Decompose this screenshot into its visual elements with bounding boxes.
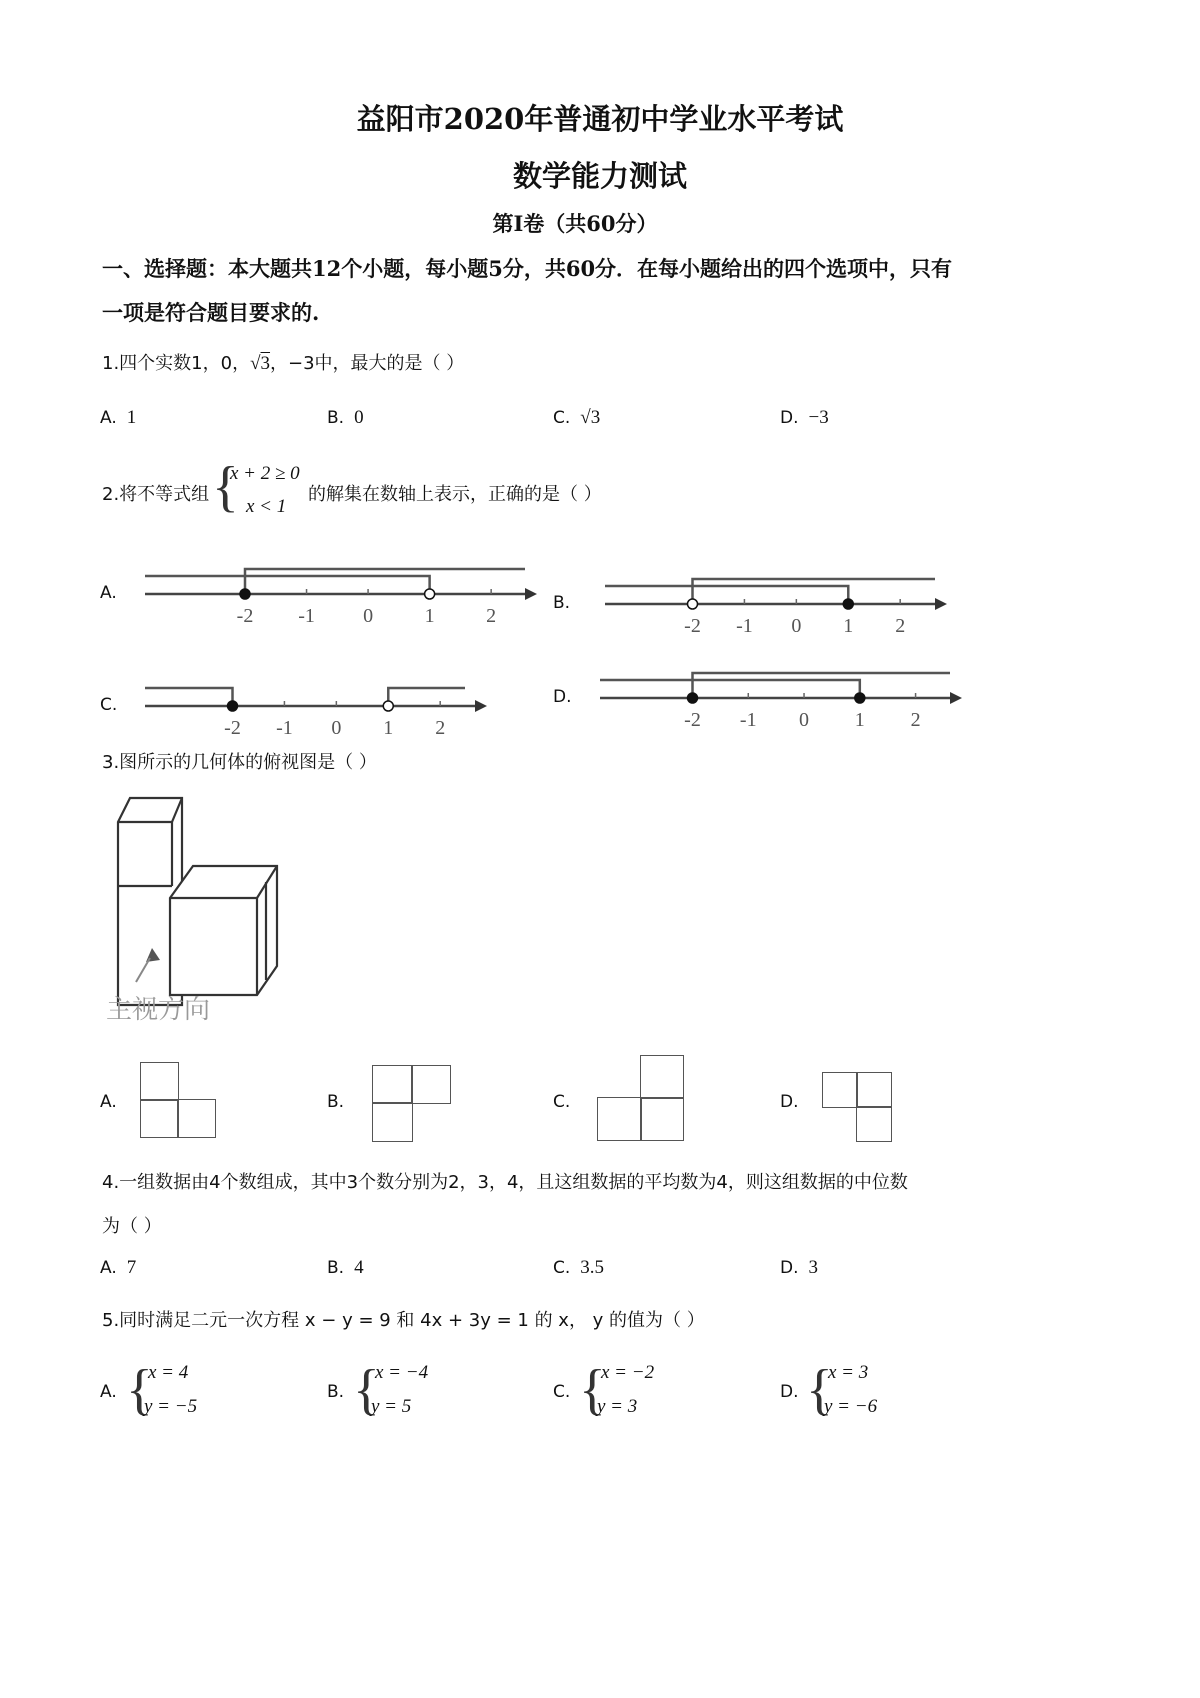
tick-label: 1 [424, 605, 435, 627]
option-value: 3.5 [580, 1257, 605, 1278]
number-line-c [145, 672, 495, 742]
q5-option-b-label[interactable]: B. [327, 1382, 345, 1402]
tick-label: -2 [236, 605, 254, 627]
solution-ray-right [245, 569, 525, 594]
tick-label: 0 [791, 615, 802, 637]
system-brace: { [212, 456, 239, 518]
top-view-d-square [856, 1072, 892, 1108]
tick-label: 1 [843, 615, 854, 637]
solution-ray-right [693, 673, 951, 698]
solution-ray-left [600, 680, 860, 698]
x-value: x = 3 [828, 1362, 869, 1383]
open-point [383, 701, 393, 711]
q2-option-c-label[interactable]: C. [100, 695, 118, 715]
option-label: D. [780, 1258, 799, 1278]
x-value: x = −2 [601, 1362, 655, 1383]
question-3: 3.图所示的几何体的俯视图是（ ） [102, 752, 377, 773]
option-value: 4 [354, 1257, 364, 1278]
q4-option-d[interactable] [780, 1257, 818, 1279]
option-label: D. [780, 408, 799, 428]
option-value: 3 [808, 1257, 818, 1278]
top-view-a-square [140, 1099, 179, 1138]
q3-option-c-label[interactable]: C. [553, 1092, 571, 1112]
x-value: x = 4 [148, 1362, 189, 1383]
axis-arrow-icon [935, 598, 947, 610]
q1-option-a[interactable] [100, 407, 136, 429]
tick-label: 2 [895, 615, 906, 637]
solution-ray-right [388, 688, 465, 706]
instructions-line2: 一项是符合题目要求的. [102, 300, 320, 325]
q2-suffix: 的解集在数轴上表示，正确的是（ ） [308, 484, 602, 505]
option-value: 1 [126, 407, 137, 428]
system-brace: { [353, 1359, 380, 1421]
tick-label: -1 [736, 615, 753, 637]
tick-label: -2 [684, 615, 701, 637]
option-label: A. [100, 1258, 117, 1278]
top-view-b-square [411, 1065, 451, 1104]
option-label: A. [100, 408, 117, 428]
solution-ray-left [145, 688, 233, 706]
top-view-a-square [177, 1099, 216, 1138]
section-heading: 第Ⅰ卷（共60分） [492, 211, 658, 236]
tick-label: 0 [363, 605, 374, 627]
number-line-b [605, 570, 955, 640]
closed-point [240, 589, 250, 599]
q2-option-d-label[interactable]: D. [553, 687, 572, 707]
x-value: x = −4 [375, 1362, 429, 1383]
closed-point [688, 693, 698, 703]
q4-option-b[interactable] [327, 1257, 364, 1279]
q3-option-d-label[interactable]: D. [780, 1092, 799, 1112]
q5-option-d-label[interactable]: D. [780, 1382, 799, 1402]
q4-option-a[interactable] [100, 1257, 136, 1279]
tick-label: -1 [739, 709, 757, 731]
inequality-1: x + 2 ≥ 0 [230, 463, 300, 484]
option-label: B. [327, 1258, 345, 1278]
q2-option-a-label[interactable]: A. [100, 583, 117, 603]
number-line-d [600, 664, 970, 734]
top-view-c-square [640, 1055, 684, 1099]
tick-label: -1 [298, 605, 315, 627]
axis-arrow-icon [950, 692, 962, 704]
tick-label: 2 [486, 605, 497, 627]
view-direction-caption: 主视方向 [106, 995, 211, 1024]
q1-option-b[interactable] [327, 407, 364, 429]
tick-label: -1 [276, 717, 293, 739]
axis-arrow-icon [525, 588, 537, 600]
system-brace: { [126, 1359, 153, 1421]
option-value: 0 [354, 407, 364, 428]
question-4-line2: 为（ ） [102, 1216, 162, 1237]
option-label: C. [553, 408, 571, 428]
system-brace: { [806, 1359, 833, 1421]
q5-option-a-label[interactable]: A. [100, 1382, 117, 1402]
top-view-d-square [822, 1072, 858, 1108]
top-view-c-square [640, 1097, 684, 1141]
tick-label: -2 [684, 709, 701, 731]
closed-point [843, 599, 853, 609]
y-value: y = 5 [371, 1396, 412, 1417]
q1-prefix: 1.四个实数1，0， [102, 353, 251, 374]
option-value: −3 [808, 407, 829, 428]
sqrt-3: √3 [250, 353, 271, 374]
system-brace: { [579, 1359, 606, 1421]
question-1 [102, 349, 464, 375]
closed-point [855, 693, 865, 703]
question-4-line1: 4.一组数据由4个数组成，其中3个数分别为2，3，4，且这组数据的平均数为4，则这组数据的中位数 [102, 1172, 908, 1193]
tick-label: -2 [224, 717, 241, 739]
tick-label: 0 [331, 717, 342, 739]
y-value: y = −5 [144, 1396, 198, 1417]
open-point [688, 599, 698, 609]
instructions-line1: 一、选择题：本大题共12个小题，每小题5分，共60分．在每小题给出的四个选项中，只有 [102, 256, 953, 281]
q2-prefix: 2.将不等式组 [102, 484, 210, 505]
option-label: C. [553, 1258, 571, 1278]
top-view-c-square [597, 1097, 642, 1141]
q5-option-c-label[interactable]: C. [553, 1382, 571, 1402]
open-point [425, 589, 435, 599]
cube-figure [100, 790, 300, 1040]
tick-label: 0 [799, 709, 810, 731]
q4-option-c[interactable] [553, 1257, 604, 1279]
q1-option-d[interactable] [780, 407, 829, 429]
q1-option-c[interactable] [553, 407, 600, 429]
solution-ray-right [693, 579, 936, 604]
top-view-b-square [372, 1065, 413, 1104]
tick-label: 1 [383, 717, 394, 739]
axis-arrow-icon [475, 700, 487, 712]
tick-label: 2 [910, 709, 921, 731]
option-label: B. [327, 408, 345, 428]
exam-title: 益阳市2020年普通初中学业水平考试 [356, 102, 844, 136]
tick-label: 1 [854, 709, 865, 731]
tick-label: 2 [435, 717, 446, 739]
y-value: y = 3 [597, 1396, 638, 1417]
solution-ray-left [145, 576, 430, 594]
top-view-d-square [856, 1106, 892, 1142]
y-value: y = −6 [824, 1396, 878, 1417]
closed-point [228, 701, 238, 711]
inequality-2: x < 1 [246, 496, 287, 517]
option-value: 7 [126, 1257, 137, 1278]
exam-subtitle: 数学能力测试 [512, 159, 687, 193]
q2-option-b-label[interactable]: B. [553, 593, 571, 613]
solution-ray-left [605, 586, 848, 604]
q3-option-b-label[interactable]: B. [327, 1092, 345, 1112]
question-5: 5.同时满足二元一次方程 x − y = 9 和 4x + 3y = 1 的 x， y 的值为（ ） [102, 1310, 705, 1331]
top-view-b-square [372, 1102, 413, 1142]
number-line-a [145, 560, 545, 630]
top-view-a-square [140, 1062, 179, 1101]
q3-option-a-label[interactable]: A. [100, 1092, 117, 1112]
q1-suffix: ，−3中，最大的是（ ） [270, 353, 465, 374]
option-value: √3 [580, 407, 601, 428]
